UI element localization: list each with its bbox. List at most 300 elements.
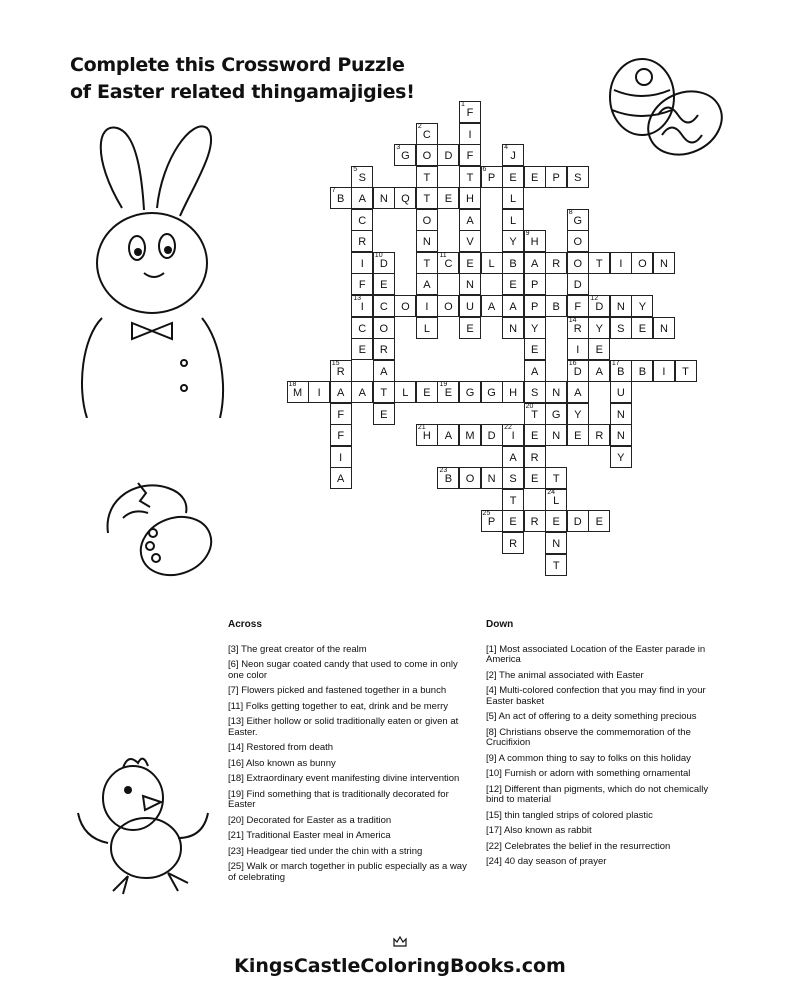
clue-number: 25 bbox=[482, 510, 491, 518]
cell-letter: O bbox=[638, 257, 647, 270]
cell-letter: R bbox=[552, 257, 561, 270]
clue-number: 24 bbox=[547, 488, 555, 496]
grid-cell[interactable] bbox=[545, 532, 567, 554]
grid-cell[interactable] bbox=[330, 467, 352, 489]
grid-cell[interactable] bbox=[567, 230, 589, 252]
cell-letter: N bbox=[552, 538, 561, 550]
grid-cell[interactable] bbox=[502, 273, 524, 295]
cell-letter: H bbox=[466, 193, 474, 206]
grid-cell[interactable] bbox=[287, 381, 309, 403]
cell-letter: O bbox=[379, 322, 389, 335]
grid-cell[interactable] bbox=[524, 381, 546, 403]
cell-letter: T bbox=[380, 387, 388, 400]
grid-cell[interactable] bbox=[567, 252, 589, 274]
cell-letter: I bbox=[360, 257, 364, 270]
grid-cell[interactable] bbox=[459, 230, 481, 252]
grid-cell[interactable] bbox=[502, 532, 524, 554]
cell-letter: E bbox=[509, 516, 517, 529]
grid-cell[interactable] bbox=[351, 209, 373, 231]
grid-cell[interactable] bbox=[394, 381, 416, 403]
grid-cell[interactable] bbox=[416, 317, 438, 339]
down-clue: [2] The animal associated with Easter bbox=[486, 669, 644, 681]
grid-cell[interactable] bbox=[459, 209, 481, 231]
clue-number: 1 bbox=[461, 101, 465, 108]
grid-cell[interactable] bbox=[459, 166, 481, 188]
grid-cell[interactable] bbox=[459, 467, 481, 489]
grid-cell[interactable] bbox=[545, 403, 567, 425]
clue-number: 7 bbox=[331, 187, 336, 195]
grid-cell[interactable] bbox=[588, 424, 610, 446]
grid-cell[interactable] bbox=[481, 467, 503, 489]
grid-cell[interactable] bbox=[588, 338, 610, 360]
cell-letter: A bbox=[423, 279, 431, 292]
grid-cell[interactable] bbox=[653, 252, 675, 274]
cell-letter: I bbox=[468, 128, 472, 141]
grid-cell[interactable] bbox=[373, 187, 395, 209]
grid-cell[interactable] bbox=[631, 295, 653, 317]
across-clue: [7] Flowers picked and fastened together in a bunch bbox=[228, 685, 447, 696]
grid-cell[interactable] bbox=[416, 252, 438, 274]
cell-letter: I bbox=[360, 300, 364, 313]
grid-cell[interactable] bbox=[567, 273, 589, 295]
grid-cell[interactable] bbox=[437, 381, 459, 403]
grid-cell[interactable] bbox=[502, 317, 524, 339]
cell-letter: A bbox=[530, 365, 539, 378]
grid-cell[interactable] bbox=[437, 252, 459, 274]
grid-cell[interactable] bbox=[416, 273, 438, 295]
grid-cell[interactable] bbox=[545, 467, 567, 489]
grid-cell[interactable] bbox=[373, 273, 395, 295]
grid-cell[interactable] bbox=[459, 381, 481, 403]
grid-cell[interactable] bbox=[373, 338, 395, 360]
grid-cell[interactable] bbox=[631, 360, 653, 382]
cell-letter: N bbox=[616, 408, 625, 421]
grid-cell[interactable] bbox=[524, 360, 546, 382]
grid-cell[interactable] bbox=[545, 381, 567, 403]
cell-letter: S bbox=[530, 387, 539, 400]
grid-cell[interactable] bbox=[610, 252, 632, 274]
footer bbox=[0, 935, 800, 977]
grid-cell[interactable] bbox=[459, 273, 481, 295]
down-clue: [12] Different than pigments, which do not chemically bind to material bbox=[486, 783, 709, 805]
grid-cell[interactable] bbox=[588, 295, 610, 317]
grid-cell[interactable] bbox=[394, 144, 416, 166]
grid-cell[interactable] bbox=[567, 510, 589, 532]
cell-letter: T bbox=[595, 257, 603, 270]
grid-cell[interactable] bbox=[524, 446, 546, 468]
cell-letter: A bbox=[574, 387, 582, 400]
grid-cell[interactable] bbox=[675, 360, 697, 382]
grid-cell[interactable] bbox=[631, 317, 653, 339]
grid-cell[interactable] bbox=[459, 252, 481, 274]
cell-letter: I bbox=[576, 344, 580, 357]
clue-number: 16 bbox=[568, 359, 577, 367]
grid-cell[interactable] bbox=[524, 510, 546, 532]
cell-letter: D bbox=[573, 279, 582, 292]
clue-number: 3 bbox=[396, 144, 401, 152]
grid-cell[interactable] bbox=[502, 144, 524, 166]
cell-letter: E bbox=[530, 473, 539, 486]
grid-cell[interactable] bbox=[459, 123, 481, 145]
grid-cell[interactable] bbox=[459, 187, 481, 209]
cell-letter: L bbox=[402, 387, 409, 400]
grid-cell[interactable] bbox=[330, 360, 352, 382]
cell-letter: C bbox=[358, 322, 367, 335]
grid-cell[interactable] bbox=[416, 187, 438, 209]
grid-cell[interactable] bbox=[524, 424, 546, 446]
clue-number: 21 bbox=[417, 424, 426, 432]
grid-cell[interactable] bbox=[437, 467, 459, 489]
grid-cell[interactable] bbox=[524, 317, 546, 339]
grid-cell[interactable] bbox=[545, 424, 567, 446]
cell-letter: B bbox=[337, 193, 345, 206]
clue-number: 19 bbox=[439, 381, 448, 389]
across-heading: Across bbox=[228, 619, 262, 630]
down-clue: [1] Most associated Location of the Easter parade in America bbox=[486, 643, 706, 665]
clue-number: 23 bbox=[439, 467, 448, 475]
grid-cell[interactable] bbox=[351, 230, 373, 252]
cell-letter: G bbox=[551, 408, 561, 421]
cell-letter: E bbox=[466, 257, 474, 270]
cell-letter: I bbox=[619, 257, 623, 270]
grid-cell[interactable] bbox=[351, 338, 373, 360]
grid-cell[interactable] bbox=[416, 230, 438, 252]
grid-cell[interactable] bbox=[610, 295, 632, 317]
cell-letter: T bbox=[682, 365, 689, 378]
grid-cell[interactable] bbox=[502, 187, 524, 209]
clue-number: 13 bbox=[353, 294, 362, 302]
grid-cell[interactable] bbox=[373, 252, 395, 274]
grid-cell[interactable] bbox=[502, 510, 524, 532]
grid-cell[interactable] bbox=[545, 554, 567, 576]
cell-letter: N bbox=[379, 193, 388, 206]
cell-letter: R bbox=[358, 236, 367, 249]
grid-cell[interactable] bbox=[653, 317, 675, 339]
grid-cell[interactable] bbox=[610, 381, 632, 403]
grid-cell[interactable] bbox=[524, 338, 546, 360]
grid-cell[interactable] bbox=[610, 360, 632, 382]
down-clue: [17] Also known as rabbit bbox=[486, 825, 592, 836]
cell-letter: A bbox=[509, 451, 517, 464]
across-clue: [16] Also known as bunny bbox=[228, 757, 336, 769]
down-clues bbox=[486, 620, 726, 873]
down-clue: [10] Furnish or adorn with something ornamental bbox=[486, 768, 691, 779]
across-clue: [13] Either hollow or solid traditionally eaten or given at Easter. bbox=[228, 716, 459, 738]
across-clue: [23] Headgear tied under the chin with a string bbox=[228, 845, 423, 857]
cell-letter: B bbox=[444, 473, 453, 486]
grid-cell[interactable] bbox=[481, 424, 503, 446]
grid-cell[interactable] bbox=[416, 144, 438, 166]
grid-cell[interactable] bbox=[351, 317, 373, 339]
cell-letter: E bbox=[444, 387, 453, 400]
cell-letter: D bbox=[444, 150, 453, 163]
grid-cell[interactable] bbox=[351, 273, 373, 295]
cell-letter: N bbox=[552, 387, 561, 400]
clue-number: 22 bbox=[504, 424, 512, 432]
grid-cell[interactable] bbox=[567, 360, 589, 382]
cell-letter: B bbox=[638, 365, 647, 378]
grid-cell[interactable] bbox=[545, 489, 567, 511]
grid-cell[interactable] bbox=[588, 360, 610, 382]
cell-letter: D bbox=[573, 365, 582, 378]
grid-cell[interactable] bbox=[481, 510, 503, 532]
cell-letter: C bbox=[444, 257, 453, 270]
grid-cell[interactable] bbox=[416, 123, 438, 145]
across-clue: [6] Neon sugar coated candy that used to come in only one color bbox=[228, 659, 458, 681]
grid-cell[interactable] bbox=[351, 166, 373, 188]
clue-number: 8 bbox=[568, 208, 573, 216]
clue-number: 4 bbox=[504, 144, 508, 152]
grid-cell[interactable] bbox=[416, 166, 438, 188]
grid-cell[interactable] bbox=[373, 381, 395, 403]
cell-letter: E bbox=[423, 387, 431, 400]
cell-letter: Y bbox=[595, 322, 603, 335]
cell-letter: M bbox=[293, 387, 303, 400]
clue-number: 14 bbox=[568, 316, 577, 324]
cell-letter: N bbox=[509, 322, 518, 335]
grid-cell[interactable] bbox=[330, 424, 352, 446]
grid-cell[interactable] bbox=[416, 424, 438, 446]
grid-cell[interactable] bbox=[437, 144, 459, 166]
down-clue: [22] Celebrates the belief in the resurrection bbox=[486, 840, 671, 852]
grid-cell[interactable] bbox=[373, 317, 395, 339]
cell-letter: E bbox=[380, 279, 388, 292]
grid-cell[interactable] bbox=[351, 381, 373, 403]
grid-cell[interactable] bbox=[567, 403, 589, 425]
grid-cell[interactable] bbox=[502, 446, 524, 468]
cell-letter: U bbox=[466, 300, 474, 313]
across-clues bbox=[228, 620, 468, 888]
grid-cell[interactable] bbox=[502, 467, 524, 489]
grid-cell[interactable] bbox=[437, 295, 459, 317]
cell-letter: E bbox=[444, 193, 453, 206]
cell-letter: R bbox=[595, 430, 604, 443]
grid-cell[interactable] bbox=[373, 403, 395, 425]
cell-letter: A bbox=[380, 365, 388, 378]
grid-cell[interactable] bbox=[330, 187, 352, 209]
cell-letter: E bbox=[380, 408, 388, 421]
grid-cell[interactable] bbox=[373, 295, 395, 317]
cell-letter: E bbox=[509, 171, 517, 184]
cell-letter: A bbox=[487, 300, 496, 313]
grid-cell[interactable] bbox=[631, 252, 653, 274]
cell-letter: A bbox=[530, 257, 539, 270]
cell-letter: R bbox=[573, 322, 582, 335]
cell-letter: T bbox=[423, 171, 431, 184]
down-clue: [4] Multi-colored confection that you may find in your Easter basket bbox=[486, 685, 706, 707]
grid-cell[interactable] bbox=[481, 295, 503, 317]
grid-cell[interactable] bbox=[394, 295, 416, 317]
cell-letter: A bbox=[358, 387, 366, 400]
clue-number: 5 bbox=[353, 165, 358, 173]
grid-cell[interactable] bbox=[567, 381, 589, 403]
title-line-2: of Easter related thingamajigies! bbox=[70, 81, 415, 103]
cell-letter: S bbox=[358, 171, 366, 184]
cell-letter: E bbox=[552, 516, 560, 529]
cell-letter: A bbox=[358, 193, 366, 206]
cell-letter: H bbox=[422, 430, 431, 443]
grid-cell[interactable] bbox=[524, 166, 546, 188]
across-clue: [18] Extraordinary event manifesting divine intervention bbox=[228, 773, 460, 784]
grid-cell[interactable] bbox=[330, 403, 352, 425]
cell-letter: G bbox=[573, 214, 583, 227]
across-clue: [3] The great creator of the realm bbox=[228, 643, 367, 655]
grid-cell[interactable] bbox=[502, 424, 524, 446]
cell-letter: A bbox=[509, 300, 517, 313]
cell-letter: C bbox=[358, 214, 367, 227]
grid-cell[interactable] bbox=[416, 381, 438, 403]
cell-letter: A bbox=[337, 387, 345, 400]
grid-cell[interactable] bbox=[524, 295, 546, 317]
grid-cell[interactable] bbox=[351, 295, 373, 317]
grid-cell[interactable] bbox=[567, 166, 589, 188]
grid-cell[interactable] bbox=[416, 209, 438, 231]
cell-letter: T bbox=[552, 473, 560, 486]
cell-letter: A bbox=[466, 214, 474, 227]
grid-cell[interactable] bbox=[459, 295, 481, 317]
cell-letter: I bbox=[662, 365, 666, 378]
grid-cell[interactable] bbox=[502, 381, 524, 403]
cell-letter: N bbox=[616, 430, 625, 443]
cell-letter: D bbox=[487, 430, 496, 443]
grid-cell[interactable] bbox=[567, 424, 589, 446]
grid-cell[interactable] bbox=[524, 252, 546, 274]
cell-letter: N bbox=[422, 236, 431, 249]
website-link[interactable]: KingsCastleColoringBooks.com bbox=[234, 955, 566, 977]
cell-letter: Y bbox=[530, 322, 539, 335]
cell-letter: I bbox=[425, 300, 429, 313]
cell-letter: R bbox=[336, 365, 345, 378]
grid-cell[interactable] bbox=[481, 381, 503, 403]
cell-letter: P bbox=[530, 300, 539, 313]
cell-letter: N bbox=[487, 473, 496, 486]
grid-cell[interactable] bbox=[502, 209, 524, 231]
cell-letter: E bbox=[509, 279, 517, 292]
cell-letter: S bbox=[509, 473, 517, 486]
cell-letter: O bbox=[573, 236, 583, 249]
grid-cell[interactable] bbox=[373, 360, 395, 382]
grid-cell[interactable] bbox=[610, 403, 632, 425]
cell-letter: F bbox=[466, 150, 474, 163]
grid-cell[interactable] bbox=[351, 252, 373, 274]
grid-cell[interactable] bbox=[459, 101, 481, 123]
grid-cell[interactable] bbox=[502, 489, 524, 511]
grid-cell[interactable] bbox=[524, 467, 546, 489]
cell-letter: Y bbox=[509, 236, 517, 249]
clue-number: 12 bbox=[590, 294, 599, 302]
grid-cell[interactable] bbox=[545, 295, 567, 317]
cell-letter: F bbox=[337, 430, 345, 443]
grid-cell[interactable] bbox=[394, 187, 416, 209]
across-clue: [11] Folks getting together to eat, drink and be merry bbox=[228, 700, 449, 712]
grid-cell[interactable] bbox=[502, 166, 524, 188]
cell-letter: B bbox=[617, 365, 625, 378]
cell-letter: E bbox=[358, 344, 366, 357]
clue-number: 9 bbox=[525, 230, 530, 238]
cell-letter: O bbox=[422, 214, 432, 227]
grid-cell[interactable] bbox=[524, 273, 546, 295]
grid-cell[interactable] bbox=[588, 317, 610, 339]
chick-illustration bbox=[68, 748, 218, 898]
grid-cell[interactable] bbox=[502, 230, 524, 252]
grid-cell[interactable] bbox=[610, 317, 632, 339]
grid-cell[interactable] bbox=[545, 166, 567, 188]
grid-cell[interactable] bbox=[416, 295, 438, 317]
title-line-1: Complete this Crossword Puzzle bbox=[70, 54, 405, 76]
grid-cell[interactable] bbox=[459, 317, 481, 339]
grid-cell[interactable] bbox=[567, 317, 589, 339]
grid-cell[interactable] bbox=[459, 144, 481, 166]
grid-cell[interactable] bbox=[437, 424, 459, 446]
cell-letter: T bbox=[423, 257, 431, 270]
cell-letter: F bbox=[466, 107, 474, 119]
cell-letter: Y bbox=[617, 451, 625, 464]
grid-cell[interactable] bbox=[610, 446, 632, 468]
grid-cell[interactable] bbox=[567, 209, 589, 231]
cell-letter: T bbox=[423, 193, 431, 206]
cell-letter: Y bbox=[574, 408, 582, 421]
grid-cell[interactable] bbox=[567, 295, 589, 317]
cell-letter: P bbox=[487, 171, 496, 184]
across-clue: [21] Traditional Easter meal in America bbox=[228, 830, 391, 841]
cell-letter: A bbox=[444, 430, 453, 443]
cell-letter: H bbox=[509, 387, 518, 400]
cell-letter: O bbox=[573, 257, 583, 270]
grid-cell[interactable] bbox=[653, 360, 675, 382]
cell-letter: J bbox=[510, 150, 516, 163]
grid-cell[interactable] bbox=[545, 510, 567, 532]
grid-cell[interactable] bbox=[502, 295, 524, 317]
grid-cell[interactable] bbox=[330, 446, 352, 468]
cell-letter: N bbox=[616, 300, 625, 313]
cell-letter: O bbox=[444, 300, 453, 313]
cell-letter: T bbox=[531, 408, 538, 421]
cell-letter: Q bbox=[401, 193, 410, 206]
cell-letter: I bbox=[339, 451, 343, 464]
clue-number: 11 bbox=[439, 251, 447, 259]
grid-cell[interactable] bbox=[502, 252, 524, 274]
cell-letter: L bbox=[488, 257, 495, 270]
cell-letter: A bbox=[337, 473, 345, 486]
grid-cell[interactable] bbox=[308, 381, 330, 403]
grid-cell[interactable] bbox=[588, 252, 610, 274]
across-clue: [25] Walk or march together in public especially as a way of celebrating bbox=[228, 861, 467, 883]
across-clue: [19] Find something that is traditionally decorated for Easter bbox=[228, 788, 449, 810]
clue-number: 10 bbox=[374, 251, 383, 259]
grid-cell[interactable] bbox=[437, 187, 459, 209]
cell-letter: E bbox=[530, 430, 539, 443]
grid-cell[interactable] bbox=[567, 338, 589, 360]
grid-cell[interactable] bbox=[351, 187, 373, 209]
grid-cell[interactable] bbox=[481, 252, 503, 274]
clue-number: 2 bbox=[417, 122, 422, 130]
grid-cell[interactable] bbox=[330, 381, 352, 403]
cell-letter: N bbox=[659, 257, 668, 270]
grid-cell[interactable] bbox=[459, 424, 481, 446]
clue-number: 15 bbox=[331, 359, 340, 367]
cell-letter: R bbox=[530, 451, 539, 464]
grid-cell[interactable] bbox=[524, 230, 546, 252]
grid-cell[interactable] bbox=[481, 166, 503, 188]
down-clue: [9] A common thing to say to folks on this holiday bbox=[486, 752, 691, 764]
grid-cell[interactable] bbox=[588, 510, 610, 532]
grid-cell[interactable] bbox=[545, 252, 567, 274]
grid-cell[interactable] bbox=[524, 403, 546, 425]
down-clue: [15] thin tangled strips of colored plastic bbox=[486, 809, 653, 821]
grid-cell[interactable] bbox=[610, 424, 632, 446]
cell-letter: P bbox=[552, 171, 560, 184]
cell-letter: D bbox=[595, 300, 604, 313]
